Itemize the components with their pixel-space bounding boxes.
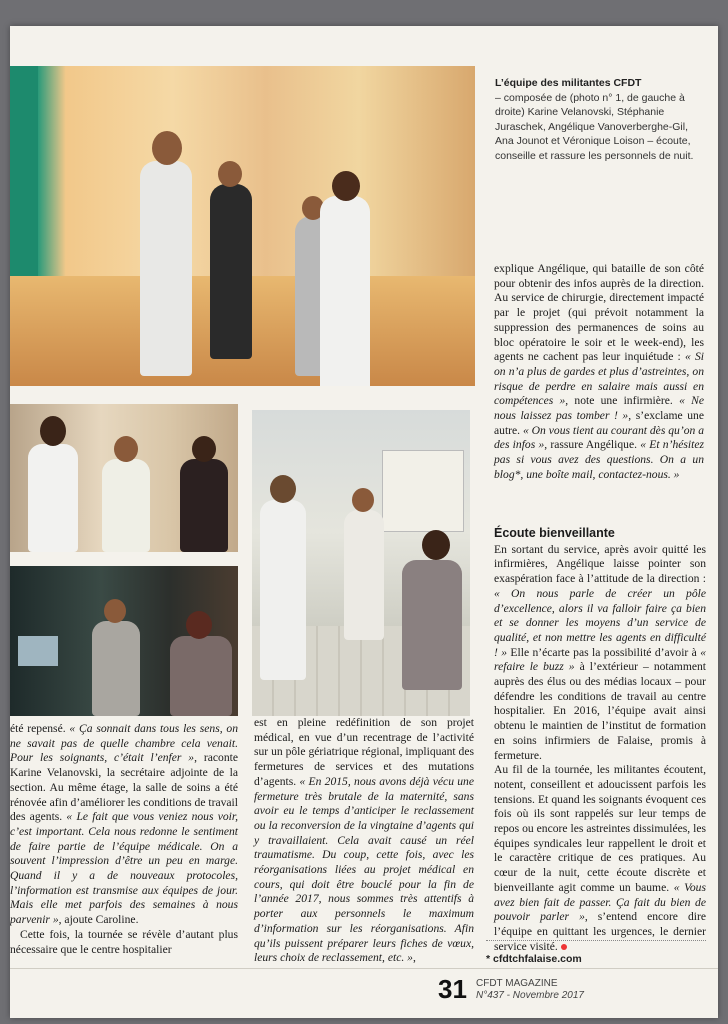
text-span: Elle n’écarte pas la possibilité d’avoir à (507, 645, 701, 659)
text-span: , raconte Karine Velanovski, la secrétaire adjointe de la section. Au même étage, la salle de soins a été rénovée afin d’améliorer les conditions de travail des agents. (10, 751, 238, 824)
figure-head (192, 436, 216, 462)
figure-nurse-white (320, 196, 370, 386)
caption-body: – composée de (photo n° 1, de gauche à droite) Karine Velanovski, Stéphanie Juraschek, Angélique Vanoverberghe-Gil, Ana Jounot et Véronique Loison – écoute, conseille et rassure les personnels de nuit. (495, 91, 694, 162)
figure-head (40, 416, 66, 446)
footer-divider (10, 968, 718, 969)
photo-caption (495, 76, 695, 163)
photo-team-corridor (10, 66, 475, 386)
photo-nurses-room (10, 404, 238, 552)
text-span: , rassure Angélique. (544, 438, 641, 452)
figure-woman-grey (92, 621, 140, 716)
quote-span: « On vous tient au courant dès qu’on a des infos » (494, 423, 704, 452)
text-span: Au fil de la tournée, les militantes écoutent, notent, conseillent et adoucissent parfois les tensions. Et quand les soignants évoquent ces fois où ils sont rappelés sur leur temps de repos ou encore les astreintes dissimulées, les équipes syndicales leur rappellent le droit et le caractère critique de ces pratiques. Au cœur de la nuit, cette écoute discrète et bienveillante agit comme un baume. (494, 763, 706, 894)
figure-woman-tshirt (102, 459, 150, 552)
figure-woman-dark (180, 459, 228, 552)
quote-span: « Le fait que vous veniez nous voir, c’est important. Cela nous redonne le sentiment de faire partie de l’équipe médicale. On a souvent l’impression d’être un peu en marge. Quand il y a de nouveaux protocoles, l’information est transmise aux équipes de jour. Mais elle met parfois des semaines à nous parvenir » (10, 810, 238, 927)
quote-span: « En 2015, nous avons déjà vécu une fermeture très brutale de la maternité, sans avoir eu le temps d’anticiper le reclassement ou la reconversion de la vingtaine d’agents qui y travaillaient. Cela avait causé un réel traumatisme. Du coup, cette fois, avec les réorganisations liées au projet médical en cours, qui doit être bouclé pour la fin de l’année 2017, nous sommes très attentifs à porter aux personnels le maximum d’information sur les réorganisations. Afin qu’ils puissent préparer leurs fiches de vœux, leurs choix de reclassement, etc. » (254, 774, 475, 965)
noticeboard (382, 450, 464, 532)
quote-span: « Et n’hésitez pas si vous avez des questions. On a un blog*, une boîte mail, contactez-nous. » (494, 438, 704, 481)
text-span: En sortant du service, après avoir quitté les infirmières, Angélique laisse pointer son exaspération face à l’attitude de la direction : (494, 542, 706, 586)
quote-span: « Vous avez bien fait de passer. Ça fait du bien de pouvoir parler » (494, 880, 706, 924)
text-span: été repensé. (10, 722, 70, 735)
figure-head (104, 599, 126, 623)
text-span: , note une infirmière. (565, 394, 680, 408)
figure-head (270, 475, 296, 503)
footnote-rule (486, 940, 706, 941)
photo-nurses-station (252, 410, 470, 716)
text-span: à l’extérieur – notamment auprès des élus ou des médias locaux – pour défendre les conditions de travail au centre hospitalier. En 2016, l’équipe avait ainsi obtenu le maintien de l’institut de formation en soins infirmiers de Falaise, promis à fermeture. (494, 660, 707, 762)
quote-span: « refaire le buzz » (494, 645, 706, 674)
figure-head (352, 488, 374, 512)
figure-woman-black (210, 184, 252, 359)
text-span: , ajoute Caroline. (58, 913, 139, 927)
text-span: explique Angélique, qui bataille de son côté pour obtenir des infos auprès de la direction. Au service de chirurgie, directement impacté par le projet (qui prévoit notamment la suppression des permanences de soins au bloc opératoire le soir et le week-end), les agents ne cachent pas leur inquiétude : (494, 262, 704, 364)
magazine-name: CFDT MAGAZINE (476, 978, 558, 989)
figure-man-white (140, 161, 192, 376)
blog-footnote-link[interactable]: * cfdtchfalaise.com (486, 953, 582, 965)
figure-head (218, 161, 242, 187)
caption-title: L’équipe des militantes CFDT (495, 77, 642, 89)
text-span: , (412, 951, 416, 965)
text-span: Cette fois, la tournée se révèle d’autant plus nécessaire que le centre hospitalier (10, 927, 238, 956)
article-column-bottom-middle (254, 716, 474, 966)
figure-woman-seated (402, 560, 462, 690)
figure-man-white (344, 510, 384, 640)
magazine-issue: N°437 - Novembre 2017 (476, 990, 584, 1001)
text-span: , s’exclame une autre. (494, 409, 704, 437)
figure-head (114, 436, 138, 462)
figure-head (422, 530, 450, 560)
text-span: est en pleine redéfinition de son projet médical, en vue d’un recentrage de l’activité sur un pôle gériatrique régional, impliquant des fermetures de services et des mutations d’agents. (254, 716, 474, 788)
monitor (18, 636, 58, 666)
text-span: , s’entend encore dire l’équipe en quittant les urgences, le dernier service visité. (494, 910, 706, 953)
section-subheading: Écoute bienveillante (494, 526, 615, 540)
figure-nurse-left (260, 500, 306, 680)
quote-span: « Ne nous laissez pas tomber ! » (494, 394, 704, 423)
article-column-bottom-left (10, 722, 238, 957)
page-number: 31 (438, 974, 467, 1004)
quote-span: « Si on n’a plus de gardes et plus d’astreintes, on risque de perdre en salaire mais aussi en compétences » (494, 350, 704, 408)
figure-head (332, 171, 360, 201)
figure-head (152, 131, 182, 165)
article-column-right-bottom (494, 526, 706, 954)
article-column-right-top (494, 262, 704, 483)
figure-nurse (28, 444, 78, 552)
figure-head (186, 611, 212, 639)
figure-woman-notes (170, 636, 232, 716)
magazine-page (10, 26, 718, 1018)
quote-span: « Ça sonnait dans tous les sens, on ne savait pas de quelle chambre cela venait. Pour les soignants, c’était l’enfer » (10, 722, 238, 765)
magazine-info (476, 978, 584, 1002)
quote-span: « On nous parle de créer un pôle d’excellence, alors il va falloir faire ça bien et se donner les moyens d’un service de qualité, et non mettre les agents en difficulté ! » (494, 586, 706, 659)
end-mark-icon (561, 944, 567, 950)
photo-night-desk (10, 566, 238, 716)
